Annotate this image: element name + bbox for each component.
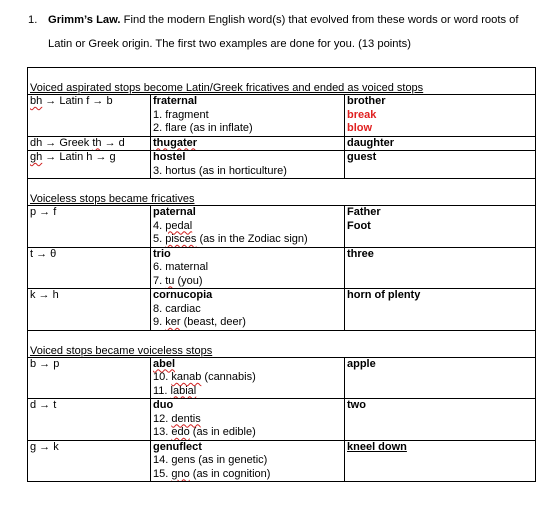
- answer-word: Father: [347, 206, 381, 218]
- question-number: 1.: [28, 14, 38, 26]
- example-word: hostel: [153, 151, 186, 163]
- section-heading: Voiced aspirated stops become Latin/Greek fricatives and ended as voiced stops: [30, 82, 424, 94]
- grimms-law-table: [27, 67, 536, 482]
- answer-word: daughter: [347, 136, 395, 149]
- shift-rule: dh → Greek th → d: [30, 136, 125, 149]
- answer-word: two: [347, 399, 366, 411]
- answer-word: blow: [347, 122, 373, 134]
- shift-rule: b → p: [28, 357, 151, 399]
- section-heading: Voiced stops became voiceless stops: [30, 344, 213, 357]
- instructions-line-2: Latin or Greek origin. The first two examples are done for you. (13 points): [48, 38, 411, 50]
- answer-word: kneel down: [347, 440, 407, 453]
- root-word: 8. cardiac: [153, 302, 201, 315]
- table-row: [28, 206, 536, 248]
- shift-rule: p → f: [28, 206, 151, 248]
- root-word: 14. gens (as in genetic): [153, 454, 268, 466]
- question-title: Grimm’s Law.: [48, 14, 121, 26]
- instructions-line-1: [28, 8, 543, 32]
- answer-word: brother: [347, 95, 386, 107]
- root-word: 7. tu (you): [153, 274, 203, 287]
- shift-rule-rest: → Latin h → g: [42, 151, 116, 163]
- example-word: duo: [153, 399, 174, 411]
- section-heading-row: [28, 68, 536, 95]
- table-row: [28, 357, 536, 399]
- section-heading: Voiceless stops became fricatives: [30, 193, 195, 205]
- shift-rule: g → k: [28, 440, 151, 482]
- section-heading-row: [28, 330, 536, 357]
- shift-gh: gh: [30, 151, 43, 163]
- table-row: [28, 151, 536, 179]
- root-word: 15. gno (as in cognition): [153, 467, 271, 480]
- example-word: trio: [153, 247, 171, 260]
- shift-bh: bh: [30, 95, 43, 107]
- answer-word: three: [347, 247, 374, 260]
- table-row: [28, 289, 536, 331]
- instructions-text-1: Find the modern English word(s) that evolved from these words or word roots of: [120, 14, 519, 26]
- table-row: [28, 440, 536, 482]
- root-word: 10. kanab (cannabis): [153, 371, 256, 383]
- section-heading-row: [28, 179, 536, 206]
- table-row: [28, 136, 536, 151]
- shift-rule-rest: → Latin f → b: [42, 95, 113, 107]
- answer-word: Foot: [347, 219, 371, 232]
- example-word: abel: [153, 357, 176, 370]
- table-row: [28, 247, 536, 289]
- answer-word: break: [347, 108, 377, 121]
- table-row: [28, 95, 536, 137]
- answer-word: apple: [347, 357, 376, 370]
- shift-rule: d → t: [28, 399, 151, 441]
- instructions: [28, 8, 543, 56]
- shift-rule: k → h: [28, 289, 151, 331]
- example-word: thugater: [153, 136, 197, 149]
- root-word: 6. maternal: [153, 261, 209, 273]
- root-word: 13. edo (as in edible): [153, 426, 256, 438]
- root-word: 1. fragment: [153, 108, 209, 121]
- root-word: 12. dentis: [153, 412, 201, 425]
- root-word: 5. pisces (as in the Zodiac sign): [153, 233, 308, 245]
- answer-word: horn of plenty: [347, 289, 421, 301]
- root-word: 9. ker (beast, deer): [153, 316, 246, 328]
- example-word: paternal: [153, 206, 196, 218]
- root-word: 11. labial: [153, 384, 197, 397]
- table-row: [28, 399, 536, 441]
- shift-rule: t → θ: [28, 247, 151, 289]
- root-word: 2. flare (as in inflate): [153, 122, 253, 134]
- example-word: cornucopia: [153, 289, 213, 301]
- root-word: 3. hortus (as in horticulture): [153, 164, 287, 177]
- root-word: 4. pedal: [153, 219, 193, 232]
- example-word: fraternal: [153, 95, 198, 107]
- answer-word: guest: [347, 151, 377, 163]
- example-word: genuflect: [153, 440, 202, 453]
